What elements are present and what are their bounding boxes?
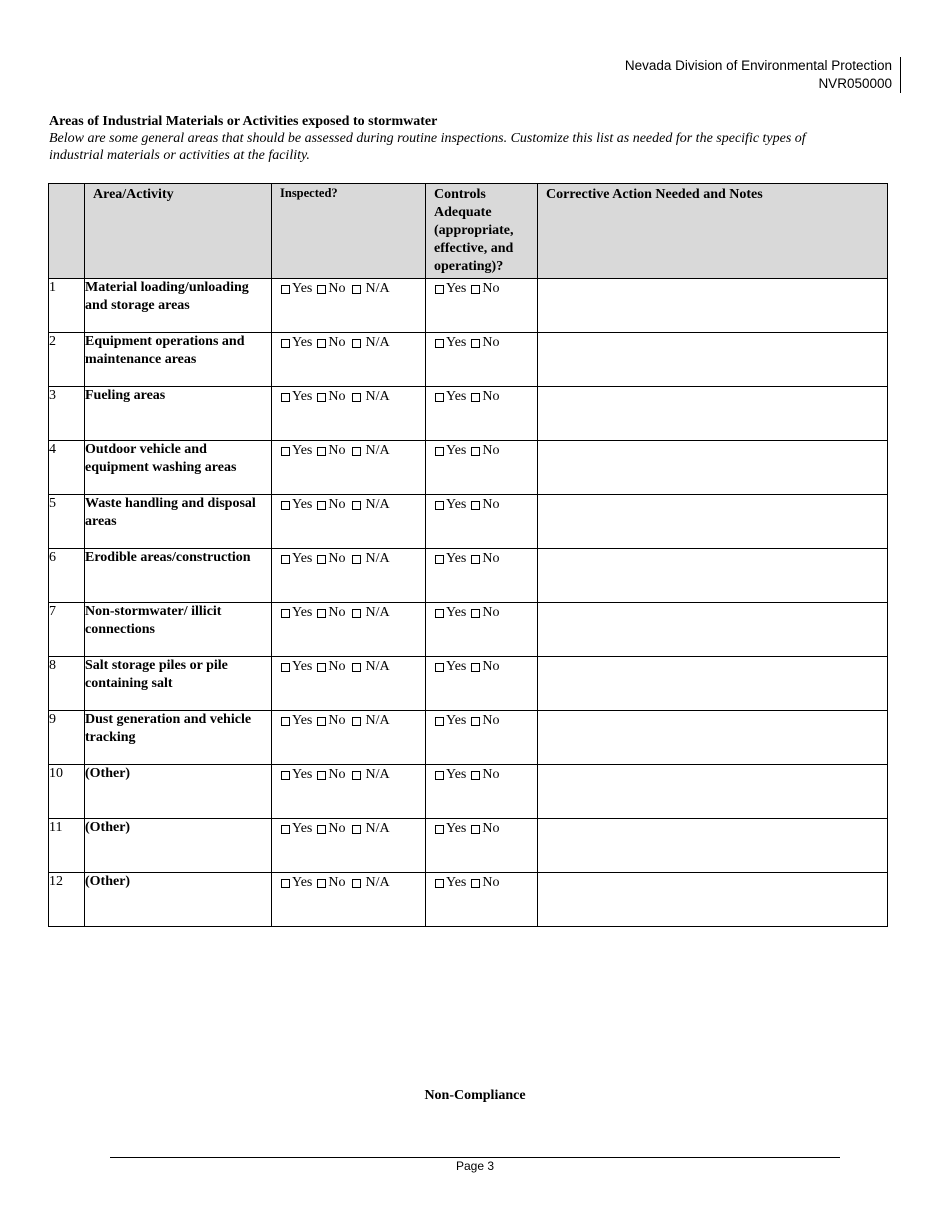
inspected-no-checkbox[interactable] <box>317 604 345 622</box>
checkbox-label: Yes <box>292 659 313 674</box>
checkbox-label: N/A <box>365 659 390 674</box>
page-number: Page 3 <box>455 1159 495 1173</box>
inspected-yes-checkbox[interactable] <box>281 820 312 838</box>
header-area-activity: Area/Activity <box>85 184 272 279</box>
checkbox-icon[interactable] <box>435 609 444 618</box>
checkbox-icon[interactable] <box>471 285 480 294</box>
controls-no-checkbox[interactable] <box>471 766 499 784</box>
non-compliance-heading: Non-Compliance <box>424 1088 526 1103</box>
checkbox-label: No <box>482 767 500 782</box>
table-body <box>49 279 888 927</box>
checkbox-icon[interactable] <box>435 339 444 348</box>
checkbox-label: Yes <box>446 659 467 674</box>
corrective-action-notes-field[interactable] <box>538 873 888 927</box>
checkbox-icon[interactable] <box>435 393 444 402</box>
checkbox-label: N/A <box>365 713 390 728</box>
row-number: 11 <box>49 819 85 873</box>
checkbox-label: N/A <box>365 389 390 404</box>
controls-yes-checkbox[interactable] <box>435 712 466 730</box>
row-number: 1 <box>49 279 85 333</box>
checkbox-label: Yes <box>446 443 467 458</box>
controls-no-checkbox[interactable] <box>471 604 499 622</box>
checkbox-icon[interactable] <box>281 339 290 348</box>
checkbox-label: Yes <box>292 713 313 728</box>
checkbox-icon[interactable] <box>281 663 290 672</box>
checkbox-icon[interactable] <box>471 609 480 618</box>
checkbox-icon[interactable] <box>317 825 326 834</box>
inspected-no-checkbox[interactable] <box>317 820 345 838</box>
inspected-yes-checkbox[interactable] <box>281 712 312 730</box>
inspected-yes-checkbox[interactable] <box>281 496 312 514</box>
inspected-cell <box>272 873 426 927</box>
inspection-table <box>48 183 888 927</box>
section-description: Below are some general areas that should be assessed during routine inspections. Customize this list as needed for the specific types of industrial materials or activities at the facility. <box>49 131 806 163</box>
checkbox-icon[interactable] <box>471 339 480 348</box>
checkbox-icon[interactable] <box>281 501 290 510</box>
checkbox-icon[interactable] <box>352 447 361 456</box>
checkbox-icon[interactable] <box>281 555 290 564</box>
inspected-na-checkbox[interactable] <box>352 442 390 460</box>
row-number: 5 <box>49 495 85 549</box>
controls-yes-checkbox[interactable] <box>435 658 466 676</box>
checkbox-label: Yes <box>446 713 467 728</box>
row-number: 12 <box>49 873 85 927</box>
row-number: 10 <box>49 765 85 819</box>
checkbox-icon[interactable] <box>471 717 480 726</box>
checkbox-icon[interactable] <box>471 555 480 564</box>
controls-yes-checkbox[interactable] <box>435 334 466 352</box>
corrective-action-notes-field[interactable] <box>538 279 888 333</box>
checkbox-icon[interactable] <box>471 663 480 672</box>
inspected-yes-checkbox[interactable] <box>281 604 312 622</box>
inspected-no-checkbox[interactable] <box>317 712 345 730</box>
checkbox-icon[interactable] <box>435 663 444 672</box>
table-row <box>49 441 888 495</box>
inspected-na-checkbox[interactable] <box>352 280 390 298</box>
inspected-yes-checkbox[interactable] <box>281 388 312 406</box>
controls-no-checkbox[interactable] <box>471 334 499 352</box>
area-activity-cell: Non-stormwater/ illicit connections <box>85 603 272 657</box>
controls-no-checkbox[interactable] <box>471 658 499 676</box>
inspected-cell <box>272 711 426 765</box>
checkbox-icon[interactable] <box>435 879 444 888</box>
checkbox-label: Yes <box>292 389 313 404</box>
checkbox-label: No <box>328 659 346 674</box>
corrective-action-notes-field[interactable] <box>538 657 888 711</box>
checkbox-label: Yes <box>292 821 313 836</box>
inspected-no-checkbox[interactable] <box>317 388 345 406</box>
corrective-action-notes-field[interactable] <box>538 333 888 387</box>
checkbox-icon[interactable] <box>317 609 326 618</box>
checkbox-label: No <box>328 821 346 836</box>
area-activity-cell: Waste handling and disposal areas <box>85 495 272 549</box>
checkbox-icon[interactable] <box>317 447 326 456</box>
checkbox-label: No <box>328 281 346 296</box>
inspected-cell <box>272 441 426 495</box>
area-activity-cell: Equipment operations and maintenance areas <box>85 333 272 387</box>
controls-adequate-cell <box>426 495 538 549</box>
controls-yes-checkbox[interactable] <box>435 442 466 460</box>
corrective-action-notes-field[interactable] <box>538 819 888 873</box>
section-intro <box>49 113 889 164</box>
checkbox-icon[interactable] <box>352 609 361 618</box>
table-row <box>49 333 888 387</box>
checkbox-label: Yes <box>446 767 467 782</box>
checkbox-icon[interactable] <box>352 825 361 834</box>
checkbox-icon[interactable] <box>281 609 290 618</box>
checkbox-icon[interactable] <box>471 447 480 456</box>
header-number <box>49 184 85 279</box>
checkbox-icon[interactable] <box>317 339 326 348</box>
checkbox-label: No <box>328 605 346 620</box>
checkbox-label: No <box>482 335 500 350</box>
table-row <box>49 495 888 549</box>
checkbox-icon[interactable] <box>471 771 480 780</box>
inspected-cell <box>272 387 426 441</box>
controls-yes-checkbox[interactable] <box>435 280 466 298</box>
corrective-action-notes-field[interactable] <box>538 603 888 657</box>
checkbox-icon[interactable] <box>317 285 326 294</box>
row-number: 9 <box>49 711 85 765</box>
corrective-action-notes-field[interactable] <box>538 711 888 765</box>
checkbox-icon[interactable] <box>435 717 444 726</box>
inspected-no-checkbox[interactable] <box>317 496 345 514</box>
checkbox-label: Yes <box>446 605 467 620</box>
checkbox-icon[interactable] <box>352 879 361 888</box>
checkbox-label: N/A <box>365 767 390 782</box>
checkbox-icon[interactable] <box>317 663 326 672</box>
checkbox-icon[interactable] <box>281 879 290 888</box>
controls-no-checkbox[interactable] <box>471 388 499 406</box>
checkbox-label: Yes <box>292 767 313 782</box>
area-activity-cell: Material loading/unloading and storage areas <box>85 279 272 333</box>
inspected-no-checkbox[interactable] <box>317 658 345 676</box>
checkbox-label: No <box>482 875 500 890</box>
checkbox-label: Yes <box>446 335 467 350</box>
checkbox-label: Yes <box>292 281 313 296</box>
controls-no-checkbox[interactable] <box>471 442 499 460</box>
controls-yes-checkbox[interactable] <box>435 820 466 838</box>
area-activity-cell: Salt storage piles or pile containing salt <box>85 657 272 711</box>
inspected-no-checkbox[interactable] <box>317 874 345 892</box>
checkbox-icon[interactable] <box>281 717 290 726</box>
checkbox-label: N/A <box>365 335 390 350</box>
checkbox-icon[interactable] <box>435 447 444 456</box>
checkbox-icon[interactable] <box>435 555 444 564</box>
checkbox-icon[interactable] <box>317 771 326 780</box>
table-row <box>49 711 888 765</box>
checkbox-icon[interactable] <box>317 501 326 510</box>
checkbox-icon[interactable] <box>435 825 444 834</box>
header-inspected: Inspected? <box>272 184 426 279</box>
checkbox-icon[interactable] <box>435 501 444 510</box>
checkbox-label: No <box>482 551 500 566</box>
checkbox-icon[interactable] <box>471 825 480 834</box>
controls-adequate-cell <box>426 765 538 819</box>
controls-adequate-cell <box>426 603 538 657</box>
checkbox-icon[interactable] <box>281 825 290 834</box>
checkbox-icon[interactable] <box>317 393 326 402</box>
inspected-cell <box>272 549 426 603</box>
inspected-cell <box>272 765 426 819</box>
inspected-no-checkbox[interactable] <box>317 550 345 568</box>
checkbox-icon[interactable] <box>281 771 290 780</box>
controls-no-checkbox[interactable] <box>471 280 499 298</box>
area-activity-cell: (Other) <box>85 819 272 873</box>
controls-yes-checkbox[interactable] <box>435 604 466 622</box>
checkbox-label: Yes <box>446 389 467 404</box>
controls-no-checkbox[interactable] <box>471 874 499 892</box>
controls-adequate-cell <box>426 657 538 711</box>
checkbox-label: Yes <box>446 821 467 836</box>
checkbox-label: No <box>482 713 500 728</box>
checkbox-icon[interactable] <box>435 771 444 780</box>
inspected-cell <box>272 279 426 333</box>
controls-adequate-cell <box>426 387 538 441</box>
checkbox-label: N/A <box>365 605 390 620</box>
checkbox-label: N/A <box>365 497 390 512</box>
controls-yes-checkbox[interactable] <box>435 550 466 568</box>
area-activity-cell: Dust generation and vehicle tracking <box>85 711 272 765</box>
checkbox-label: N/A <box>365 281 390 296</box>
checkbox-icon[interactable] <box>281 285 290 294</box>
inspected-cell <box>272 657 426 711</box>
inspected-na-checkbox[interactable] <box>352 766 390 784</box>
row-number: 6 <box>49 549 85 603</box>
checkbox-icon[interactable] <box>471 393 480 402</box>
controls-adequate-cell <box>426 441 538 495</box>
footer-divider <box>110 1157 840 1158</box>
checkbox-label: No <box>328 389 346 404</box>
checkbox-label: Yes <box>292 605 313 620</box>
row-number: 4 <box>49 441 85 495</box>
checkbox-label: No <box>482 605 500 620</box>
row-number: 2 <box>49 333 85 387</box>
inspected-yes-checkbox[interactable] <box>281 280 312 298</box>
inspected-yes-checkbox[interactable] <box>281 766 312 784</box>
table-row <box>49 549 888 603</box>
inspected-yes-checkbox[interactable] <box>281 658 312 676</box>
controls-yes-checkbox[interactable] <box>435 874 466 892</box>
checkbox-icon[interactable] <box>352 285 361 294</box>
inspected-na-checkbox[interactable] <box>352 874 390 892</box>
inspected-na-checkbox[interactable] <box>352 712 390 730</box>
permit-number: NVR050000 <box>818 76 892 91</box>
checkbox-icon[interactable] <box>317 555 326 564</box>
checkbox-label: No <box>482 659 500 674</box>
checkbox-label: Yes <box>446 281 467 296</box>
inspected-yes-checkbox[interactable] <box>281 442 312 460</box>
section-title: Areas of Industrial Materials or Activities exposed to stormwater <box>49 114 438 129</box>
corrective-action-notes-field[interactable] <box>538 549 888 603</box>
controls-adequate-cell <box>426 873 538 927</box>
corrective-action-notes-field[interactable] <box>538 765 888 819</box>
checkbox-label: N/A <box>365 821 390 836</box>
checkbox-label: Yes <box>292 875 313 890</box>
checkbox-label: No <box>482 389 500 404</box>
inspected-no-checkbox[interactable] <box>317 442 345 460</box>
controls-no-checkbox[interactable] <box>471 496 499 514</box>
area-activity-cell: Fueling areas <box>85 387 272 441</box>
checkbox-icon[interactable] <box>281 393 290 402</box>
checkbox-label: No <box>482 497 500 512</box>
inspected-cell <box>272 819 426 873</box>
checkbox-icon[interactable] <box>352 717 361 726</box>
checkbox-icon[interactable] <box>352 393 361 402</box>
corrective-action-notes-field[interactable] <box>538 495 888 549</box>
checkbox-label: Yes <box>446 551 467 566</box>
corrective-action-notes-field[interactable] <box>538 387 888 441</box>
checkbox-label: Yes <box>446 497 467 512</box>
checkbox-label: N/A <box>365 875 390 890</box>
controls-adequate-cell <box>426 819 538 873</box>
header-corrective-action: Corrective Action Needed and Notes <box>538 184 888 279</box>
checkbox-label: No <box>328 713 346 728</box>
checkbox-label: No <box>328 335 346 350</box>
controls-adequate-cell <box>426 549 538 603</box>
area-activity-cell: (Other) <box>85 873 272 927</box>
checkbox-icon[interactable] <box>471 501 480 510</box>
controls-yes-checkbox[interactable] <box>435 496 466 514</box>
checkbox-icon[interactable] <box>281 447 290 456</box>
controls-yes-checkbox[interactable] <box>435 766 466 784</box>
area-activity-cell: (Other) <box>85 765 272 819</box>
checkbox-label: No <box>328 443 346 458</box>
checkbox-label: Yes <box>446 875 467 890</box>
inspected-na-checkbox[interactable] <box>352 496 390 514</box>
checkbox-icon[interactable] <box>352 663 361 672</box>
checkbox-icon[interactable] <box>471 879 480 888</box>
controls-yes-checkbox[interactable] <box>435 388 466 406</box>
header-controls-adequate: Controls Adequate (appropriate, effective, and operating)? <box>426 184 538 279</box>
inspected-no-checkbox[interactable] <box>317 280 345 298</box>
checkbox-label: N/A <box>365 443 390 458</box>
table-header-row <box>49 184 888 279</box>
checkbox-label: No <box>482 443 500 458</box>
checkbox-label: Yes <box>292 335 313 350</box>
checkbox-label: No <box>482 821 500 836</box>
checkbox-label: N/A <box>365 551 390 566</box>
controls-no-checkbox[interactable] <box>471 550 499 568</box>
checkbox-icon[interactable] <box>352 555 361 564</box>
inspected-yes-checkbox[interactable] <box>281 550 312 568</box>
checkbox-icon[interactable] <box>317 879 326 888</box>
area-activity-cell: Erodible areas/construction <box>85 549 272 603</box>
inspected-no-checkbox[interactable] <box>317 334 345 352</box>
inspected-na-checkbox[interactable] <box>352 658 390 676</box>
area-activity-cell: Outdoor vehicle and equipment washing areas <box>85 441 272 495</box>
checkbox-icon[interactable] <box>317 717 326 726</box>
controls-no-checkbox[interactable] <box>471 712 499 730</box>
checkbox-label: Yes <box>292 551 313 566</box>
checkbox-icon[interactable] <box>352 771 361 780</box>
table-row <box>49 279 888 333</box>
checkbox-label: Yes <box>292 443 313 458</box>
checkbox-label: Yes <box>292 497 313 512</box>
inspected-cell <box>272 495 426 549</box>
table-row <box>49 603 888 657</box>
checkbox-label: No <box>328 767 346 782</box>
inspected-no-checkbox[interactable] <box>317 766 345 784</box>
checkbox-label: No <box>482 281 500 296</box>
document-header <box>625 57 901 93</box>
inspected-cell <box>272 333 426 387</box>
row-number: 3 <box>49 387 85 441</box>
checkbox-icon[interactable] <box>352 501 361 510</box>
table-row <box>49 765 888 819</box>
row-number: 7 <box>49 603 85 657</box>
inspected-na-checkbox[interactable] <box>352 604 390 622</box>
agency-name: Nevada Division of Environmental Protection <box>624 58 892 73</box>
inspected-yes-checkbox[interactable] <box>281 334 312 352</box>
corrective-action-notes-field[interactable] <box>538 441 888 495</box>
checkbox-icon[interactable] <box>435 285 444 294</box>
table-row <box>49 387 888 441</box>
row-number: 8 <box>49 657 85 711</box>
inspected-na-checkbox[interactable] <box>352 820 390 838</box>
checkbox-label: No <box>328 551 346 566</box>
inspected-cell <box>272 603 426 657</box>
inspected-na-checkbox[interactable] <box>352 388 390 406</box>
controls-adequate-cell <box>426 711 538 765</box>
checkbox-label: No <box>328 875 346 890</box>
table-row <box>49 873 888 927</box>
inspected-yes-checkbox[interactable] <box>281 874 312 892</box>
inspected-na-checkbox[interactable] <box>352 334 390 352</box>
table-row <box>49 657 888 711</box>
inspected-na-checkbox[interactable] <box>352 550 390 568</box>
table-row <box>49 819 888 873</box>
controls-adequate-cell <box>426 333 538 387</box>
checkbox-icon[interactable] <box>352 339 361 348</box>
controls-adequate-cell <box>426 279 538 333</box>
controls-no-checkbox[interactable] <box>471 820 499 838</box>
checkbox-label: No <box>328 497 346 512</box>
